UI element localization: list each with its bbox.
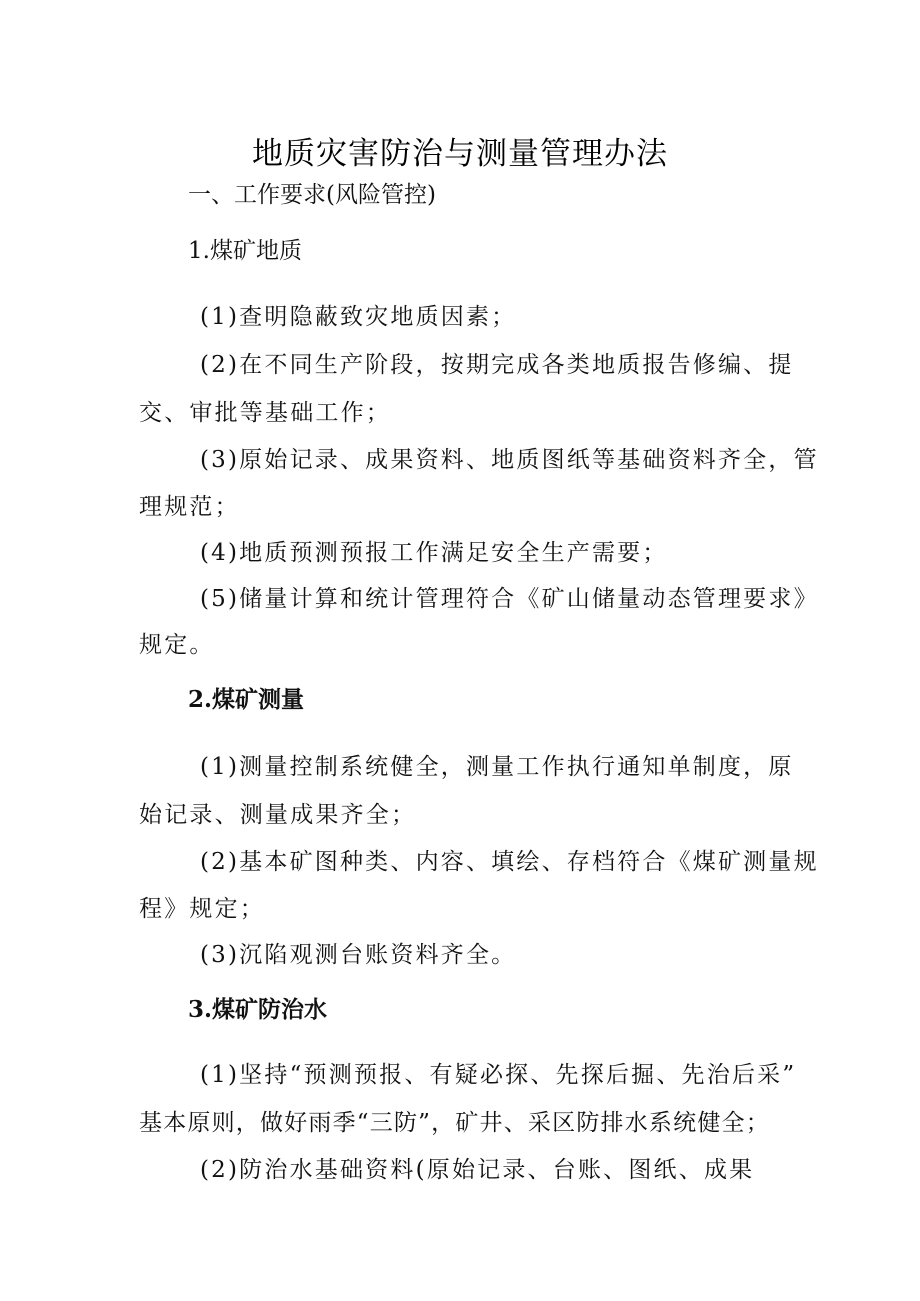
document-title: 地质灾害防治与测量管理办法 [252, 136, 668, 172]
water-item-1: (1)坚持“预测预报、有疑必探、先探后掘、先治后采” [200, 1062, 797, 1088]
section-heading: 一、工作要求(风险管控) [188, 182, 436, 208]
survey-item-3: (3)沉陷观测台账资料齐全。 [200, 942, 517, 968]
water-item-1-cont: 基本原则，做好雨季“三防”，矿井、采区防排水系统健全； [139, 1110, 770, 1136]
geology-item-2-cont: 交、审批等基础工作； [139, 400, 391, 426]
subsection-heading-geology: 1.煤矿地质 [188, 238, 302, 264]
water-item-2: (2)防治水基础资料(原始记录、台账、图纸、成果 [200, 1157, 755, 1183]
geology-item-2: (2)在不同生产阶段，按期完成各类地质报告修编、提 [200, 352, 794, 378]
survey-item-2: (2)基本矿图种类、内容、填绘、存档符合《煤矿测量规 [200, 849, 819, 875]
geology-item-1: (1)查明隐蔽致灾地质因素； [200, 304, 517, 330]
survey-item-2-cont: 程》规定； [139, 896, 265, 922]
subsection-heading-water: 3.煤矿防治水 [188, 996, 328, 1023]
geology-item-5: (5)储量计算和统计管理符合《矿山储量动态管理要求》 [200, 586, 819, 612]
geology-item-3: (3)原始记录、成果资料、地质图纸等基础资料齐全，管 [200, 447, 819, 473]
subsection-heading-survey: 2.煤矿测量 [188, 686, 305, 713]
geology-item-4: (4)地质预测预报工作满足安全生产需要； [200, 540, 668, 566]
geology-item-3-cont: 理规范； [139, 494, 240, 520]
survey-item-1-cont: 始记录、测量成果齐全； [139, 802, 417, 828]
geology-item-5-cont: 规定。 [139, 632, 215, 658]
survey-item-1: (1)测量控制系统健全，测量工作执行通知单制度，原 [200, 754, 794, 780]
